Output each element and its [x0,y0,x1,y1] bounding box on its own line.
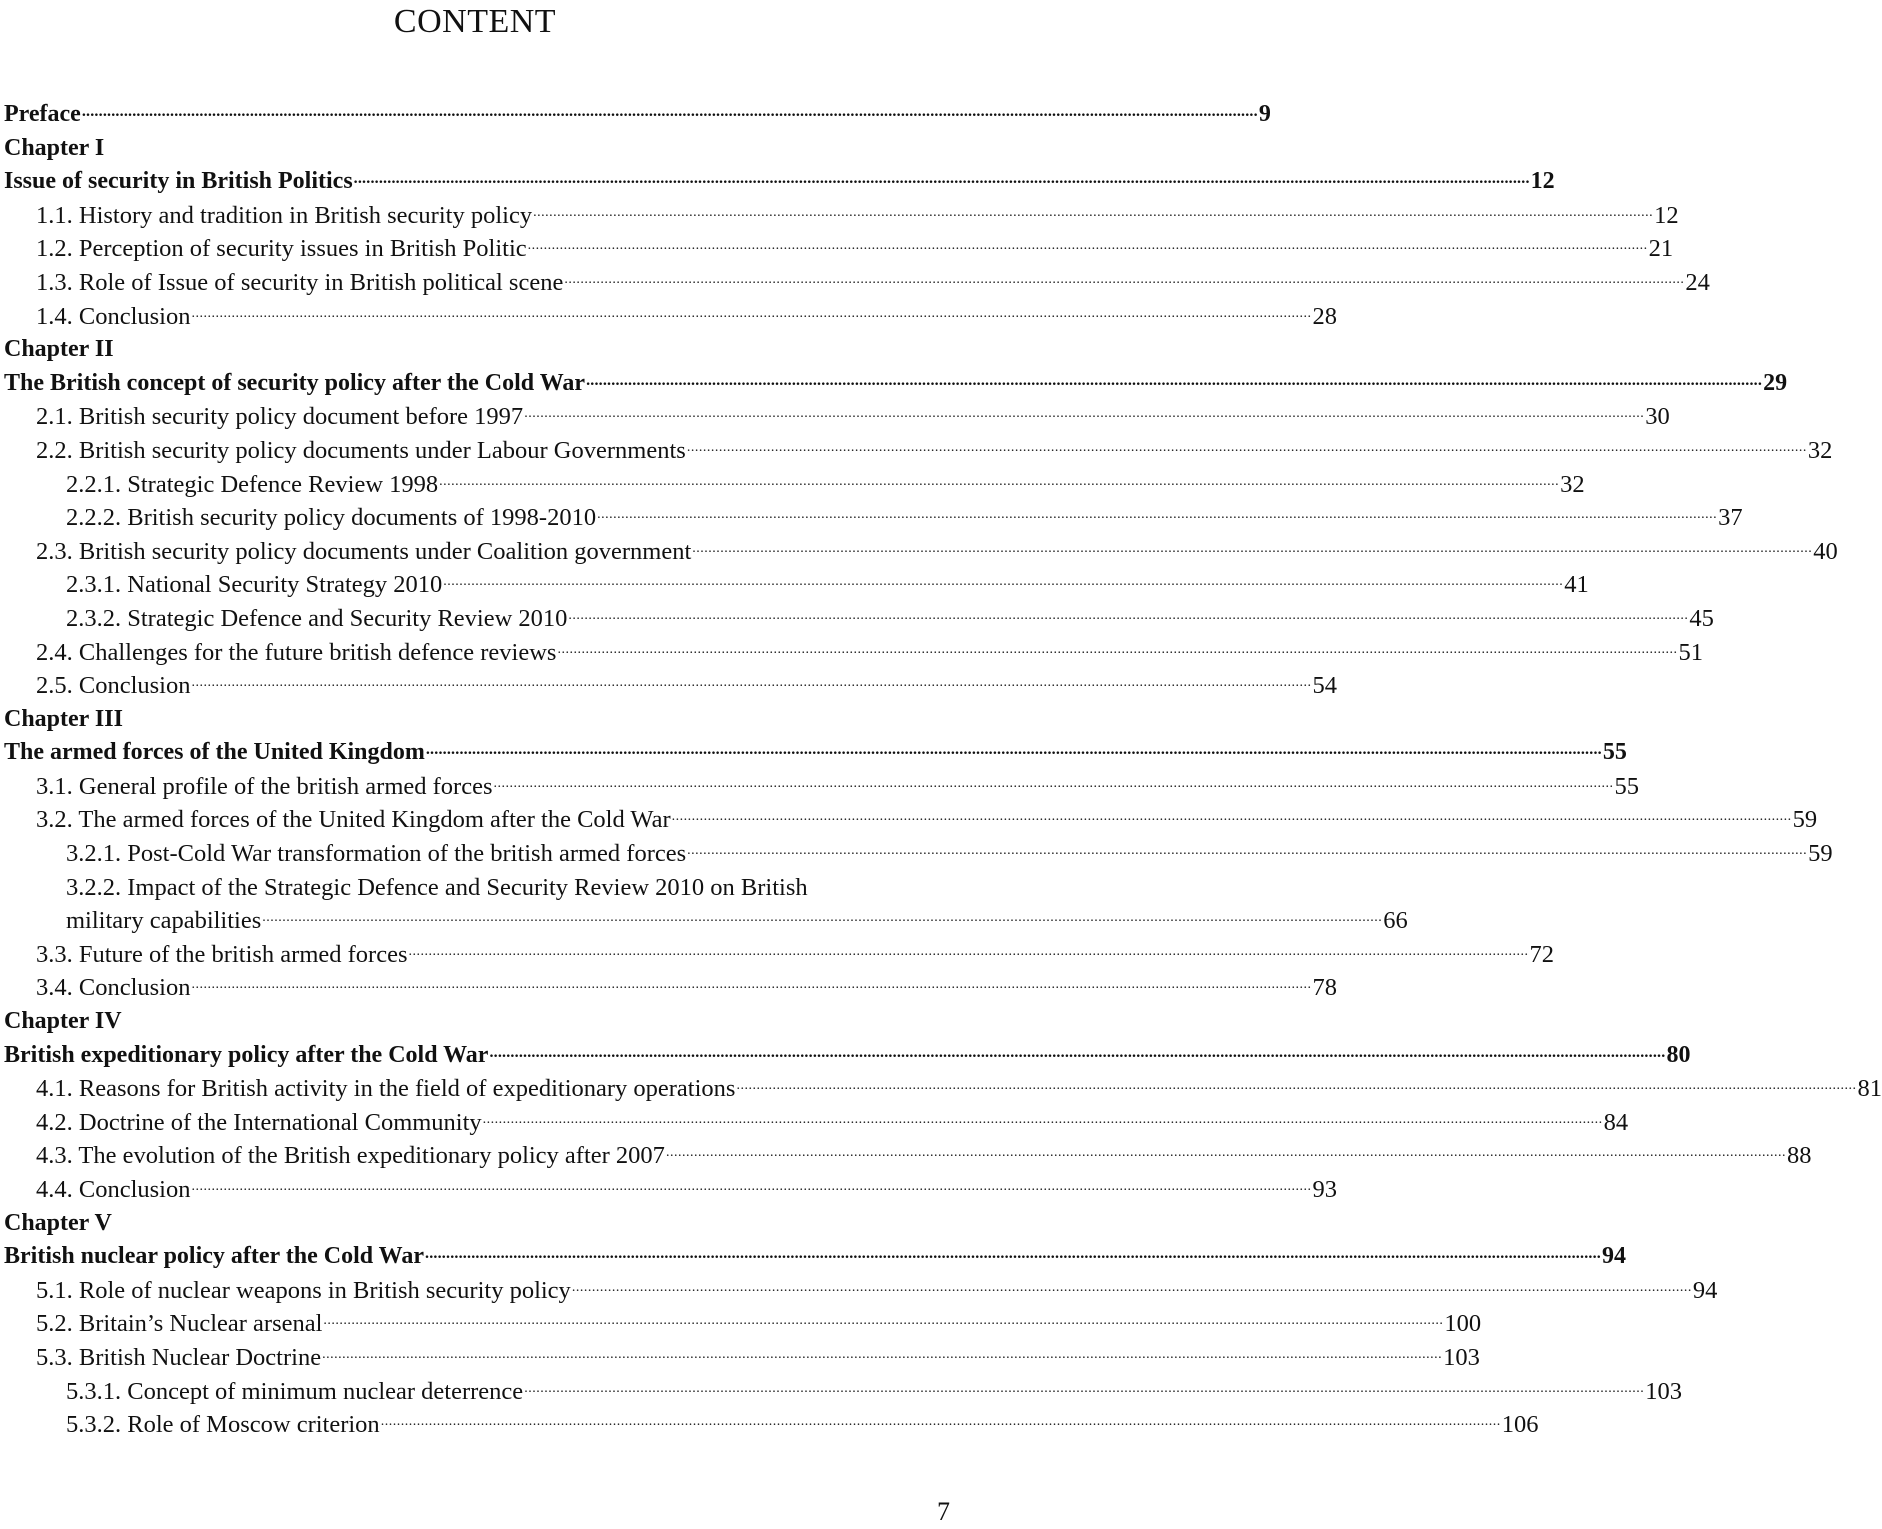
toc-entry-page: 66 [1383,907,1408,935]
toc-entry-page: 78 [1312,974,1337,1002]
toc-entry [0,669,1337,703]
toc-entry [0,770,1639,804]
dot-leader [262,900,1382,938]
toc-entry-page: 94 [1692,1276,1718,1304]
toc-entry [0,266,1710,300]
toc-entry [0,736,1627,770]
toc-entry [0,568,1589,602]
toc-entry-label: Chapter III [4,705,123,732]
dot-leader [672,799,1792,837]
chapter-heading [0,1207,960,1241]
toc-entry-page: 103 [1645,1377,1682,1405]
table-of-contents [0,98,1882,1442]
toc-entry-page: 28 [1312,302,1337,330]
toc-entry-label: 1.3. Role of Issue of security in British political scene [36,268,564,296]
toc-entry-label: British nuclear policy after the Cold War [4,1243,424,1270]
dot-leader [533,195,1653,233]
toc-entry-page: 29 [1763,369,1788,396]
toc-entry-label: 5.3.1. Concept of minimum nuclear deterrence [66,1377,524,1405]
dot-leader [426,734,1602,770]
toc-entry-page: 32 [1807,436,1833,464]
toc-entry [0,837,1833,871]
toc-entry-label: 4.4. Conclusion [36,1176,191,1203]
toc-entry-label: 2.3.2. Strategic Defence and Security Review 2010 [66,604,568,632]
dot-leader [439,464,1559,502]
toc-entry-page: 88 [1786,1142,1812,1170]
toc-entry-label: 5.1. Role of nuclear weapons in British security policy [36,1276,571,1304]
toc-entry-label: 2.2. British security policy documents under Labour Governments [36,436,686,464]
toc-entry [0,602,1714,636]
dot-leader [425,1238,1601,1274]
toc-entry-page: 32 [1560,470,1585,498]
toc-entry-page: 24 [1685,268,1710,296]
toc-entry-label: 2.5. Conclusion [36,672,191,700]
toc-entry-label: 4.3. The evolution of the British expeditionary policy after 2007 [36,1142,665,1170]
toc-entry-label: 2.4. Challenges for the future british defence reviews [36,638,557,666]
page-number: 7 [937,1497,950,1526]
toc-entry-label: British expeditionary policy after the Cold War [4,1041,489,1068]
toc-entry [0,468,1585,502]
toc-entry [0,938,1554,972]
toc-entry-page: 59 [1808,840,1833,868]
toc-entry-page: 80 [1666,1041,1691,1068]
toc-entry-label: military capabilities [66,907,262,935]
dot-leader [557,632,1677,670]
dot-leader [493,766,1613,804]
toc-entry-page: 55 [1614,772,1639,800]
toc-entry-label: 5.3.2. Role of Moscow criterion [66,1411,380,1439]
toc-entry [0,1072,1882,1106]
toc-entry-page: 12 [1530,168,1555,195]
dot-leader [572,1270,1692,1308]
toc-entry-page: 12 [1654,201,1679,229]
toc-entry-label: 1.4. Conclusion [36,302,191,330]
toc-entry-page: 40 [1813,537,1838,565]
toc-entry [0,871,960,905]
dot-leader [568,598,1688,636]
toc-entry-label: The armed forces of the United Kingdom [4,739,425,766]
toc-entry-label: 2.2.1. Strategic Defence Review 1998 [66,470,439,498]
toc-entry [0,199,1679,233]
toc-entry-label: 3.1. General profile of the british armed forces [36,772,493,800]
toc-entry-label: 3.2.2. Impact of the Strategic Defence and Security Review 2010 on British [66,873,808,901]
toc-entry-page: 103 [1443,1343,1480,1371]
dot-leader [82,96,1258,132]
chapter-heading [0,1005,960,1039]
dot-leader [666,1135,1786,1173]
toc-entry-page: 93 [1312,1176,1337,1203]
toc-entry [0,1039,1691,1073]
dot-leader [692,531,1812,569]
toc-entry-page: 59 [1792,806,1818,834]
toc-entry-label: 2.1. British security policy document before 1997 [36,403,524,431]
toc-entry-page: 100 [1444,1310,1482,1338]
toc-entry [0,300,1337,334]
toc-entry-page: 106 [1501,1411,1539,1439]
dot-leader [192,296,1312,334]
toc-entry-label: 1.1. History and tradition in British security policy [36,201,533,229]
toc-entry-label: 3.3. Future of the british armed forces [36,940,408,968]
dot-leader [586,365,1762,401]
toc-entry-page: 45 [1689,604,1714,632]
toc-entry-label: 3.2.1. Post-Cold War transformation of the british armed forces [66,840,687,868]
toc-entry-label: Chapter IV [4,1008,122,1035]
toc-entry [0,1139,1812,1173]
dot-leader [354,163,1530,199]
toc-entry-label: 2.3. British security policy documents under Coalition government [36,537,692,565]
toc-entry [0,803,1818,837]
toc-entry [0,98,1271,132]
toc-entry [0,434,1833,468]
toc-entry [0,1274,1718,1308]
dot-leader [381,1404,1501,1442]
dot-leader [597,497,1717,535]
toc-entry-page: 37 [1718,504,1743,532]
dot-leader [443,564,1563,602]
toc-entry-label: Chapter I [4,134,105,161]
toc-entry [0,1341,1480,1375]
dot-leader [524,1371,1644,1409]
toc-entry-page: 54 [1312,672,1337,700]
toc-entry-label: Preface [4,101,81,127]
toc-entry-page: 72 [1529,940,1554,968]
toc-entry [0,1173,1337,1207]
toc-entry [0,1408,1539,1442]
toc-entry-page: 30 [1645,403,1670,431]
toc-entry-label: Chapter V [4,1209,112,1236]
toc-entry-page: 21 [1648,235,1674,263]
chapter-heading [0,333,960,367]
dot-leader [736,1068,1856,1106]
dot-leader [192,1169,1312,1207]
dot-leader [528,228,1648,266]
dot-leader [687,833,1807,871]
toc-entry-label: 3.4. Conclusion [36,974,191,1002]
dot-leader [192,665,1312,703]
toc-entry [0,971,1337,1005]
chapter-heading [0,703,960,737]
page-title: CONTENT [393,3,557,40]
toc-entry-label: 4.1. Reasons for British activity in the field of expeditionary operations [36,1075,736,1103]
toc-entry-label: 1.2. Perception of security issues in British Politic [36,235,527,263]
toc-entry-label: 5.3. British Nuclear Doctrine [36,1343,322,1371]
toc-entry-page: 84 [1603,1108,1629,1136]
toc-entry-label: 3.2. The armed forces of the United Kingdom after the Cold War [36,806,671,834]
dot-leader [408,934,1528,972]
toc-entry [0,400,1670,434]
dot-leader [323,1303,1443,1341]
toc-entry [0,232,1674,266]
toc-entry [0,636,1703,670]
toc-entry-label: Chapter II [4,336,114,363]
toc-entry-page: 41 [1564,571,1589,599]
toc-entry [0,904,1408,938]
toc-entry-label: 2.2.2. British security policy documents of 1998-2010 [66,504,597,532]
toc-entry-label: Issue of security in British Politics [4,168,353,195]
toc-entry-label: The British concept of security policy after the Cold War [4,369,586,396]
dot-leader [322,1337,1442,1375]
toc-entry-label: 2.3.1. National Security Strategy 2010 [66,571,443,599]
toc-entry-label: 5.2. Britain’s Nuclear arsenal [36,1310,323,1338]
dot-leader [524,396,1644,434]
toc-entry [0,1106,1629,1140]
dot-leader [687,430,1807,468]
dot-leader [192,967,1312,1005]
toc-entry-label: 4.2. Doctrine of the International Community [36,1108,482,1136]
toc-entry [0,1240,1626,1274]
dot-leader [564,262,1684,300]
toc-entry-page: 55 [1602,739,1627,766]
toc-entry-page: 9 [1258,101,1271,127]
toc-entry-page: 51 [1678,638,1703,666]
toc-entry [0,1307,1482,1341]
toc-entry-page: 94 [1602,1243,1626,1270]
toc-entry [0,367,1788,401]
toc-entry [0,535,1838,569]
dot-leader [489,1037,1665,1073]
toc-entry [0,165,1555,199]
toc-entry [0,1375,1682,1409]
toc-entry-page: 81 [1857,1075,1882,1103]
dot-leader [483,1102,1603,1140]
toc-entry [0,501,1743,535]
chapter-heading [0,132,960,166]
